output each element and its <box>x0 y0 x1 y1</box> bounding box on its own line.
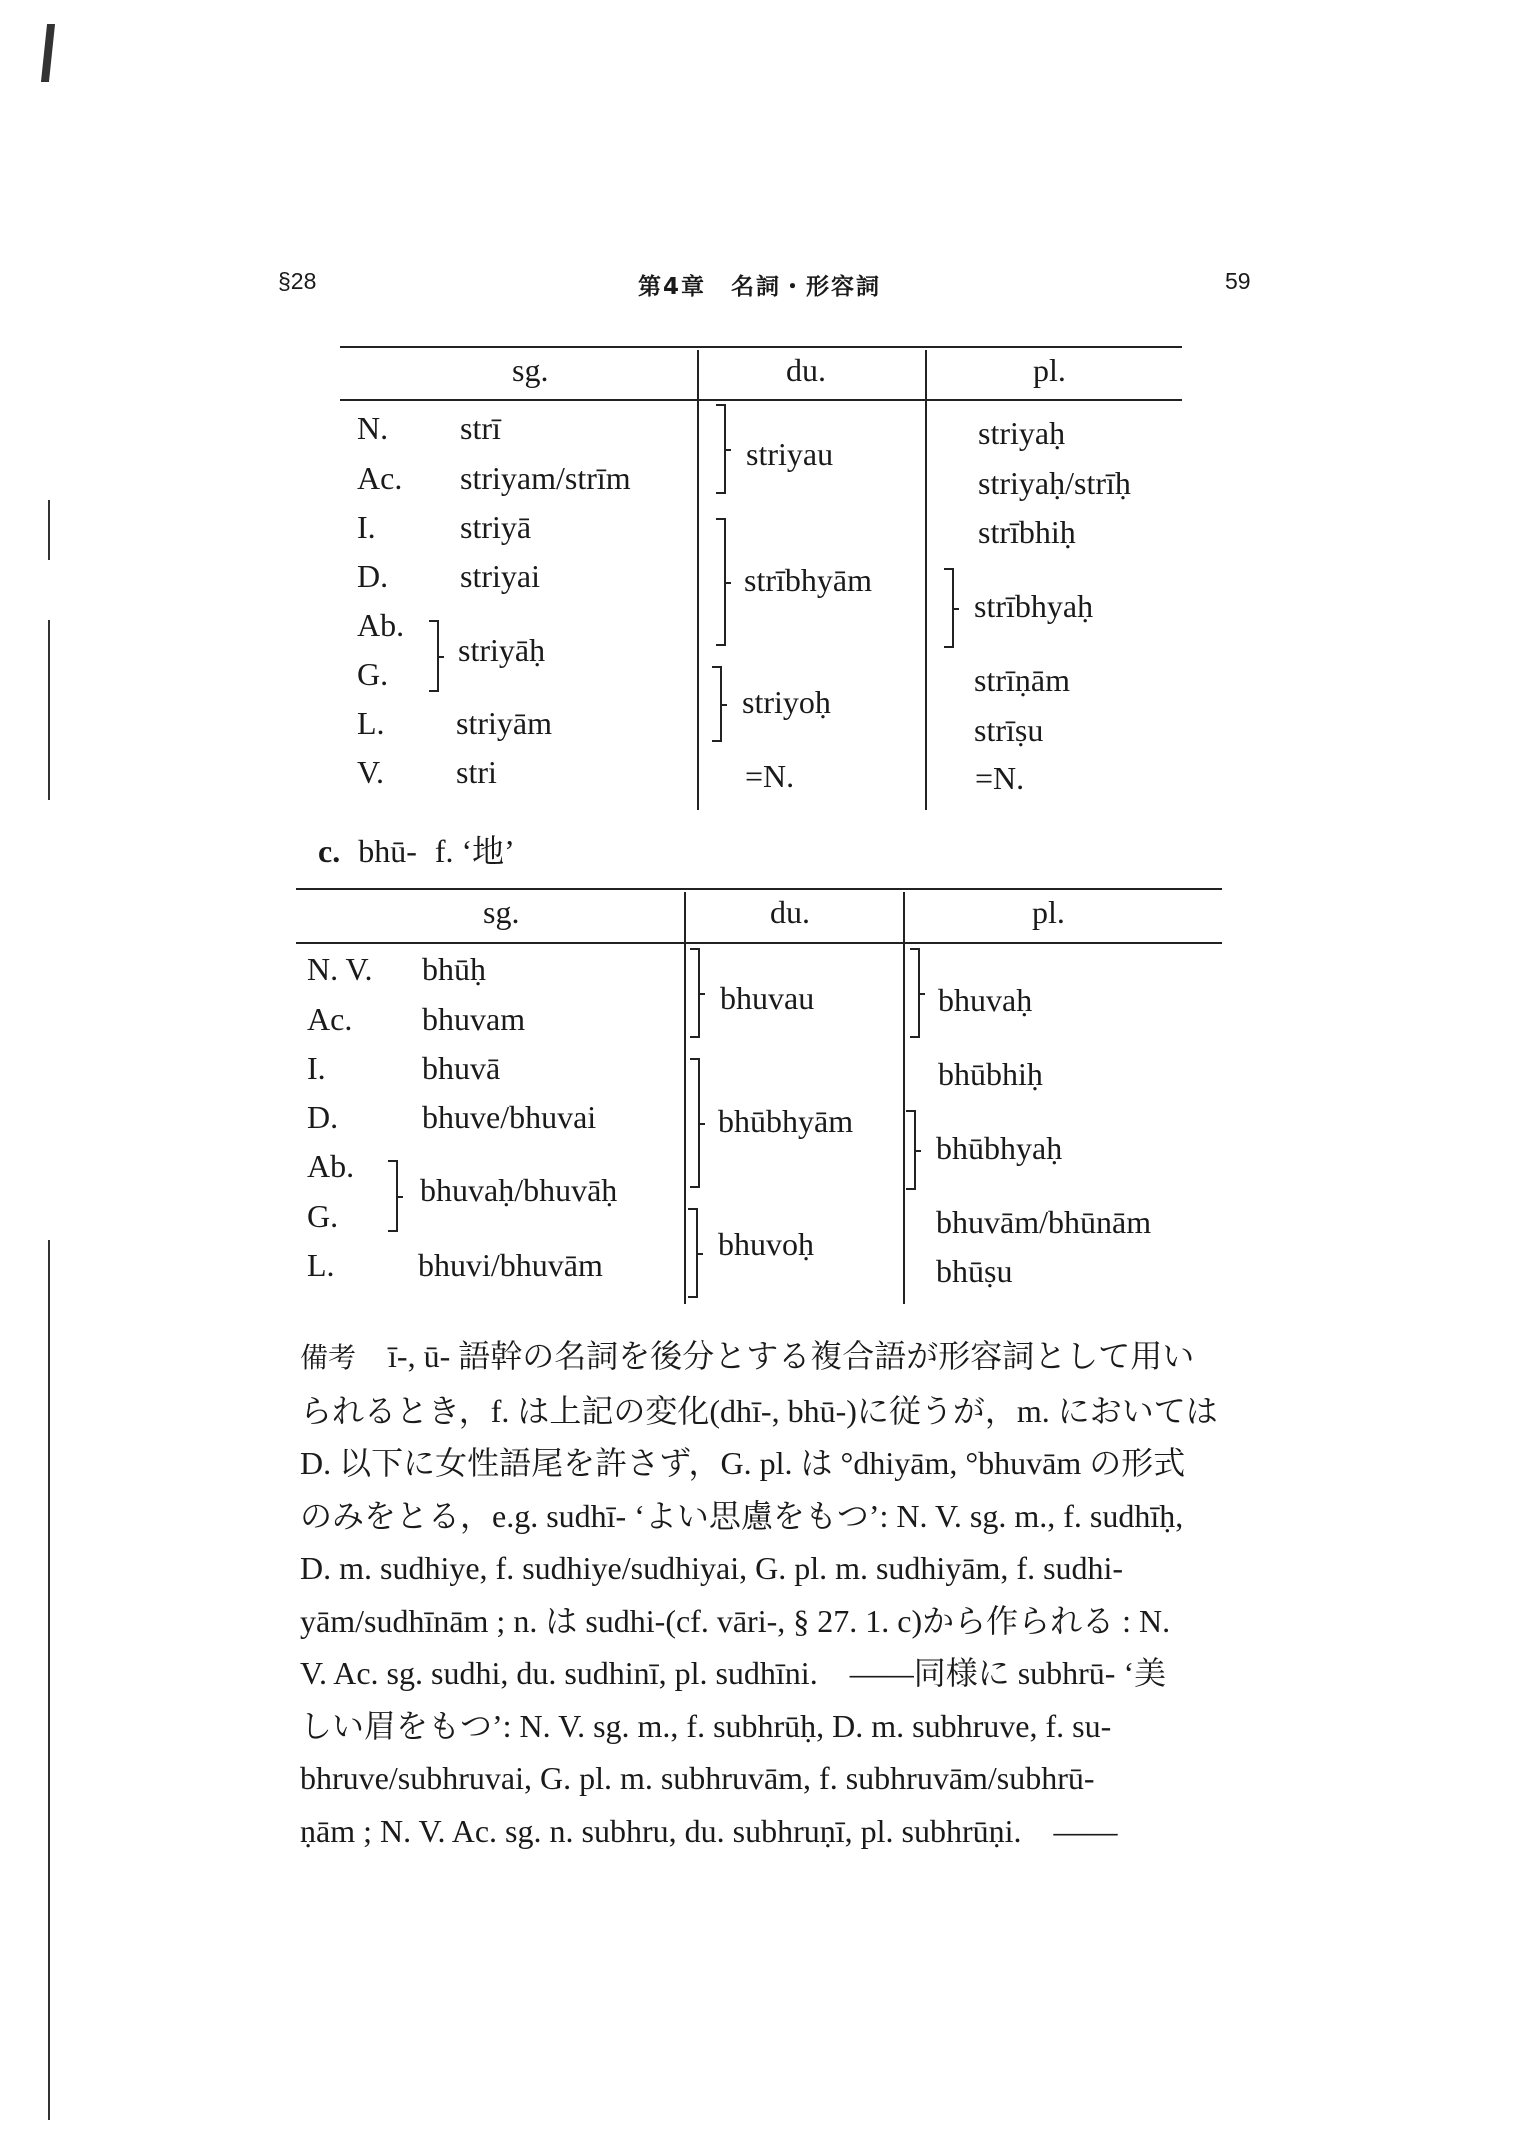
case-label: N. <box>357 410 389 446</box>
case-label: D. <box>357 558 389 594</box>
column-divider <box>903 892 905 1304</box>
column-header-sg: sg. <box>512 352 549 388</box>
note-line <box>300 1330 1240 1385</box>
scan-mark-left-3 <box>48 1240 50 2120</box>
scan-mark-left-2 <box>48 620 50 800</box>
note-line: yām/sudhīnām ; n. は sudhi-(cf. vāri-, § 27. 1. c)から作られる : N. <box>300 1602 1171 1639</box>
form-pl: striyaḥ/strīḥ <box>978 465 1131 501</box>
note-line-text: ī-, ū- 語幹の名詞を後分とする複合語が形容詞として用い <box>388 1338 1195 1374</box>
column-divider <box>684 892 686 1304</box>
form-sg: stri <box>456 754 497 790</box>
note-line: D. 以下に女性語尾を許さず，G. pl. は °dhiyām, °bhuvām の形式 <box>300 1445 1186 1481</box>
case-label: L. <box>357 705 385 741</box>
form-pl: strīṇām <box>974 662 1070 698</box>
form-pl: striyaḥ <box>978 415 1066 451</box>
page-number: 59 <box>1225 268 1251 294</box>
form-pl: bhuvām/bhūnām <box>936 1204 1152 1240</box>
case-label: Ab. <box>307 1148 355 1184</box>
note-paragraph <box>300 1330 1240 1857</box>
form-du: striyau <box>746 436 834 472</box>
case-label: N. V. <box>307 951 373 987</box>
form-sg: striyai <box>460 558 540 594</box>
table-rule-head <box>296 942 1222 944</box>
case-label: L. <box>307 1247 335 1283</box>
case-label: I. <box>307 1050 326 1086</box>
column-header-sg: sg. <box>483 894 520 930</box>
form-sg: bhūḥ <box>422 951 486 987</box>
case-label: Ac. <box>357 460 403 496</box>
brace <box>716 518 726 646</box>
subheading-gloss: f. ‘地’ <box>434 833 515 869</box>
case-label: G. <box>307 1198 339 1234</box>
section-number: §28 <box>278 268 317 294</box>
subheading-word: bhū- <box>358 833 417 869</box>
brace <box>716 404 726 494</box>
form-pl: =N. <box>975 760 1025 796</box>
form-sg: bhuvam <box>422 1001 526 1037</box>
form-pl: bhūbhiḥ <box>938 1056 1043 1092</box>
brace <box>944 568 954 648</box>
note-line: ṇām ; N. V. Ac. sg. n. subhru, du. subhruṇī, pl. subhrūṇi. ―― <box>300 1812 1118 1849</box>
form-pl: bhūṣu <box>936 1253 1013 1289</box>
note-line: しい眉をもつ’: N. V. sg. m., f. subhrūḥ, D. m. subhruve, f. su- <box>300 1707 1112 1744</box>
column-header-pl: pl. <box>1033 352 1066 388</box>
chapter-title: 第4章 名詞・形容詞 <box>638 274 882 300</box>
column-divider <box>697 350 699 810</box>
brace <box>906 1110 916 1190</box>
form-sg: strī <box>460 410 501 446</box>
form-sg: striyā <box>460 509 532 545</box>
table-rule-top <box>340 346 1182 348</box>
note-line: のみをとる，e.g. sudhī- ‘よい思慮をもつ’: N. V. sg. m., f. sudhīḥ, <box>300 1497 1184 1534</box>
case-label: G. <box>357 656 389 692</box>
case-label: D. <box>307 1099 339 1135</box>
form-du: striyoḥ <box>742 684 831 720</box>
note-line: V. Ac. sg. sudhi, du. sudhinī, pl. sudhīni. ――同様に subhrū- ‘美 <box>300 1655 1167 1691</box>
form-pl: bhuvaḥ <box>938 982 1033 1018</box>
column-header-du: du. <box>770 894 810 930</box>
form-sg: bhuvi/bhuvām <box>418 1247 603 1283</box>
case-label: I. <box>357 509 376 545</box>
scan-mark-top <box>41 24 55 82</box>
note-label: 備考 <box>300 1341 357 1374</box>
form-du: bhuvoḥ <box>718 1226 814 1262</box>
form-pl: strībhyaḥ <box>974 588 1094 624</box>
table-rule-head <box>340 399 1182 401</box>
case-label: Ab. <box>357 607 405 643</box>
case-label: Ac. <box>307 1001 353 1037</box>
form-sg: bhuve/bhuvai <box>422 1099 597 1135</box>
table-rule-top <box>296 888 1222 890</box>
brace <box>388 1160 398 1232</box>
brace <box>690 948 700 1038</box>
form-sg: striyāḥ <box>458 632 546 668</box>
form-sg: striyam/strīm <box>460 460 631 496</box>
column-header-du: du. <box>786 352 826 388</box>
brace <box>688 1208 698 1298</box>
form-du: bhuvau <box>720 980 815 1016</box>
subheading <box>318 826 515 872</box>
column-header-pl: pl. <box>1032 894 1065 930</box>
brace <box>910 948 920 1038</box>
note-line: bhruve/subhruvai, G. pl. m. subhruvām, f. subhruvām/subhrū- <box>300 1760 1095 1796</box>
brace <box>690 1058 700 1188</box>
form-du: =N. <box>745 758 795 794</box>
form-pl: bhūbhyaḥ <box>936 1130 1063 1166</box>
form-sg: bhuvaḥ/bhuvāḥ <box>420 1172 618 1208</box>
form-pl: strībhiḥ <box>978 514 1076 550</box>
column-divider <box>925 350 927 810</box>
scan-mark-left-1 <box>48 500 50 560</box>
form-du: strībhyām <box>744 562 872 598</box>
note-line: られるとき，f. は上記の変化(dhī-, bhū-)に従うが，m. においては <box>300 1392 1218 1429</box>
form-pl: strīṣu <box>974 712 1044 748</box>
form-du: bhūbhyām <box>718 1103 854 1139</box>
brace <box>429 620 439 692</box>
form-sg: striyām <box>456 705 552 741</box>
subheading-label: c. <box>318 833 341 869</box>
note-line: D. m. sudhiye, f. sudhiye/sudhiyai, G. pl. m. sudhiyām, f. sudhi- <box>300 1550 1124 1586</box>
case-label: V. <box>357 754 384 790</box>
form-sg: bhuvā <box>422 1050 501 1086</box>
brace <box>712 666 722 742</box>
